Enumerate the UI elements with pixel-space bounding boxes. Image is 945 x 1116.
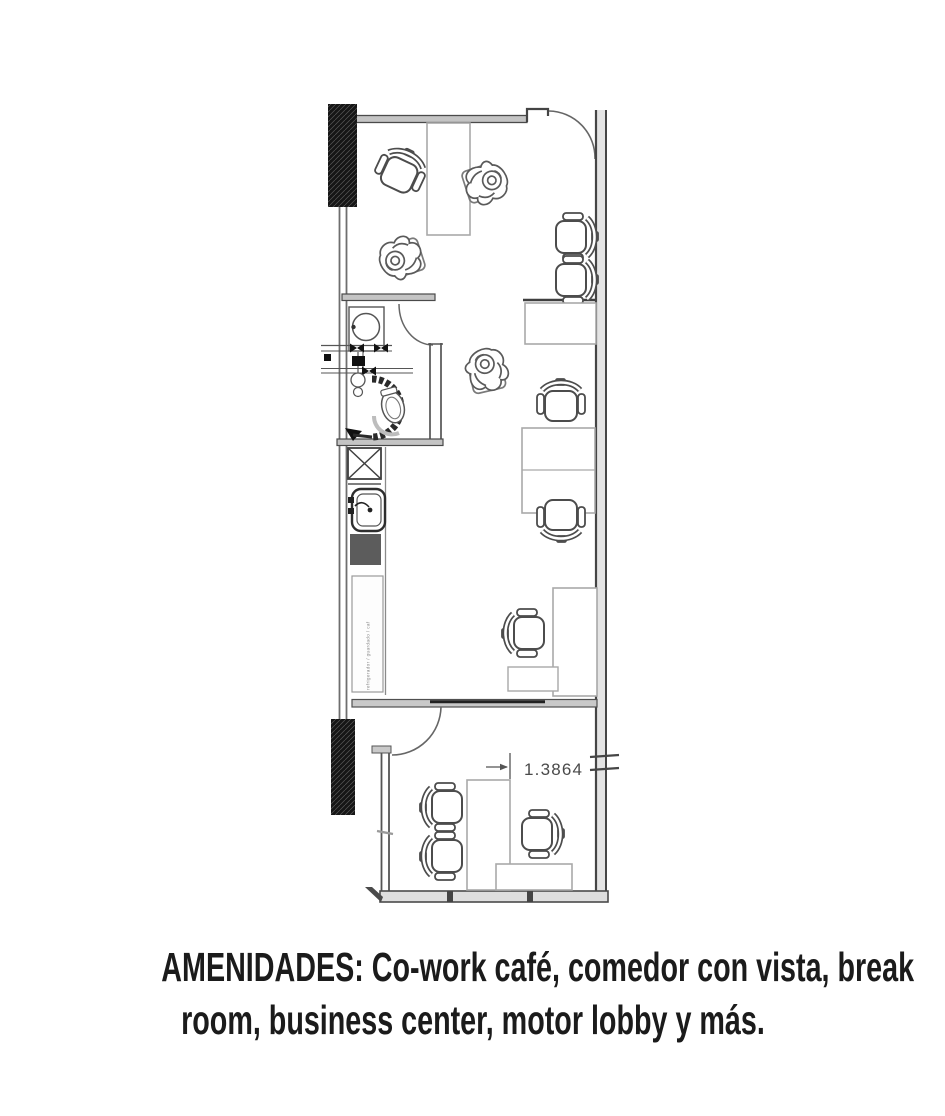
office-chair bbox=[502, 609, 544, 657]
valve-icon bbox=[362, 367, 376, 376]
office-chair bbox=[371, 140, 432, 198]
right-wall bbox=[597, 110, 605, 900]
office-chair bbox=[522, 810, 564, 858]
window-wall bbox=[380, 891, 608, 902]
column-lower bbox=[331, 719, 355, 815]
dimension-label: 1.3864 bbox=[524, 760, 584, 779]
cooktop bbox=[350, 534, 381, 565]
lower-room-furniture bbox=[420, 780, 572, 890]
partition-wall-upper bbox=[342, 294, 435, 301]
room-door-arc bbox=[392, 707, 441, 755]
office-chair bbox=[537, 500, 585, 542]
person-figure bbox=[373, 229, 432, 287]
kitchen-strip bbox=[348, 448, 385, 692]
amenities-line-1: AMENIDADES: Co-work café, comedor con vista, break bbox=[161, 944, 915, 990]
window-mullion bbox=[527, 891, 533, 902]
person-figure bbox=[458, 343, 514, 401]
side-table bbox=[508, 667, 558, 691]
counter-label: refrigerador / guardado / caf bbox=[365, 621, 371, 690]
column-upper bbox=[328, 104, 357, 207]
window-mullion bbox=[447, 891, 453, 902]
bathroom-fixtures bbox=[321, 307, 413, 441]
office-chair bbox=[420, 832, 462, 880]
office-chair bbox=[537, 379, 585, 421]
bath-door-arc bbox=[399, 304, 433, 345]
sink-icon bbox=[353, 314, 380, 341]
office-chair bbox=[556, 256, 598, 304]
office-chair bbox=[420, 783, 462, 831]
desk bbox=[525, 303, 596, 344]
kitchen-sink-icon bbox=[348, 489, 385, 531]
top-wall bbox=[355, 116, 527, 123]
dimension-arrow bbox=[500, 764, 508, 770]
entry-door-arc bbox=[549, 111, 595, 159]
desk bbox=[553, 588, 597, 696]
credenza bbox=[496, 864, 572, 890]
amenities-caption bbox=[0, 941, 945, 1047]
amenities-line-2: room, business center, motor lobby y más. bbox=[180, 997, 765, 1043]
toilet-icon bbox=[377, 386, 407, 426]
office-chair bbox=[556, 213, 598, 261]
